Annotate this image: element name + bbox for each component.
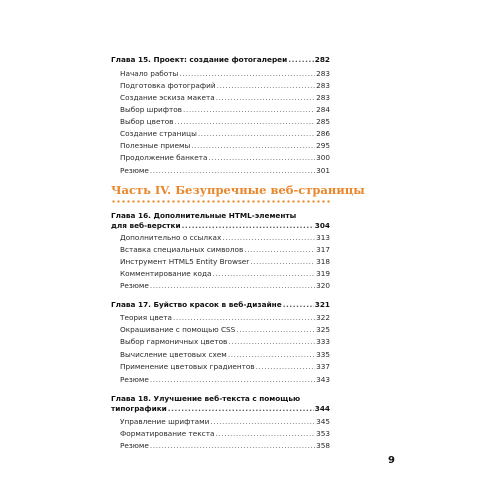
chapter-16-heading [111,221,330,231]
toc-entry [120,257,330,267]
entry-label: Резюме [120,166,149,175]
leader-dots [173,313,315,323]
toc-entry [120,441,330,451]
page-ref: 285 [316,117,330,126]
leader-dots [150,281,315,291]
page-ref: 304 [314,221,330,230]
page-ref: 320 [316,281,330,290]
toc-entry [120,362,330,372]
page-ref: 333 [316,337,330,346]
chapter-18-heading [111,404,330,414]
toc-entry [120,105,330,115]
entry-label: Резюме [120,441,149,450]
toc-entry [120,81,330,91]
page-ref: 343 [316,375,330,384]
toc-entry [120,313,330,323]
page-ref: 353 [316,429,330,438]
entry-label: Выбор гармоничных цветов [120,337,228,346]
leader-dots [191,141,315,151]
entry-label: Форматирование текста [120,429,215,438]
toc-entry [120,117,330,127]
leader-dots [174,117,315,127]
toc-entry [120,429,330,439]
leader-dots [215,429,315,439]
page-ref: 283 [316,69,330,78]
leader-dots [283,300,314,310]
toc-entry [120,153,330,163]
entry-label: Создание эскиза макета [120,93,215,102]
toc-entry [120,281,330,291]
page-ref: 325 [316,325,330,334]
leader-dots [150,441,315,451]
page-ref: 301 [316,166,330,175]
entry-label: Продолжение банкета [120,153,208,162]
entry-label: Выбор шрифтов [120,105,182,114]
entry-label: Теория цвета [120,313,172,322]
page-ref: 313 [316,233,330,242]
page-ref: 283 [316,93,330,102]
entry-label: Комментирование кода [120,269,212,278]
page-ref: 300 [316,153,330,162]
toc-entry [120,350,330,360]
leader-dots [183,105,315,115]
entry-label: Вставка специальных символов [120,245,244,254]
chapter-title: Глава 15. Проект: создание фотогалереи [111,55,288,64]
toc-entry [120,375,330,385]
leader-dots [244,245,315,255]
entry-label: Создание страницы [120,129,197,138]
page-ref: 344 [314,404,330,413]
entry-label: Подготовка фотографий [120,81,216,90]
chapter-title: Глава 17. Буйство красок в веб-дизайне [111,300,282,309]
chapter-17-heading [111,300,330,310]
leader-dots [209,153,316,163]
entry-label: Вычисление цветовых схем [120,350,227,359]
toc-entry [120,93,330,103]
entry-label: Резюме [120,281,149,290]
page-ref: 283 [316,81,330,90]
leader-dots [213,269,316,279]
page-ref: 335 [316,350,330,359]
leader-dots [210,417,315,427]
part-divider [111,200,330,203]
entry-label: Резюме [120,375,149,384]
leader-dots [256,362,315,372]
page-ref: 318 [316,257,330,266]
entry-label: Применение цветовых градиентов [120,362,255,371]
page-ref: 319 [316,269,330,278]
chapter-18-heading-line1: Глава 18. Улучшение веб-текста с помощью [111,394,301,403]
leader-dots [217,81,315,91]
leader-dots [182,221,314,231]
toc-entry [120,417,330,427]
leader-dots [236,325,315,335]
toc-entry [120,269,330,279]
entry-label: Выбор цветов [120,117,174,126]
page-ref: 286 [316,129,330,138]
page-ref: 317 [316,245,330,254]
leader-dots [198,129,315,139]
toc-entry [120,337,330,347]
entry-label: Окрашивание с помощью CSS [120,325,236,334]
leader-dots [222,233,315,243]
leader-dots [228,350,315,360]
leader-dots [216,93,315,103]
leader-dots [150,375,315,385]
leader-dots [179,69,315,79]
entry-label: Начало работы [120,69,179,78]
entry-label: Инструмент HTML5 Entity Browser [120,257,250,266]
toc-entry [120,245,330,255]
entry-label: Управление шрифтами [120,417,210,426]
leader-dots [228,337,315,347]
leader-dots [168,404,314,414]
page-ref: 321 [314,300,330,309]
toc-entry [120,141,330,151]
toc-entry [120,69,330,79]
leader-dots [250,257,315,267]
page-ref: 337 [316,362,330,371]
chapter-title: для веб-верстки [111,221,181,230]
page-ref: 358 [316,441,330,450]
chapter-title: типографики [111,404,167,413]
page-ref: 345 [316,417,330,426]
leader-dots [150,166,315,176]
toc-entry [120,166,330,176]
page-ref: 282 [314,55,330,64]
page-ref: 284 [316,105,330,114]
entry-label: Полезные приемы [120,141,191,150]
part-4-heading: Часть IV. Безупречные веб-страницы [111,183,365,197]
page-number: 9 [388,455,395,466]
chapter-15-heading [111,55,330,65]
chapter-16-heading-line1: Глава 16. Дополнительные HTML-элементы [111,211,297,220]
leader-dots [288,55,314,65]
entry-label: Дополнительно о ссылках [120,233,222,242]
toc-entry [120,233,330,243]
page-ref: 295 [316,141,330,150]
page-ref: 322 [316,313,330,322]
toc-entry [120,325,330,335]
toc-entry [120,129,330,139]
